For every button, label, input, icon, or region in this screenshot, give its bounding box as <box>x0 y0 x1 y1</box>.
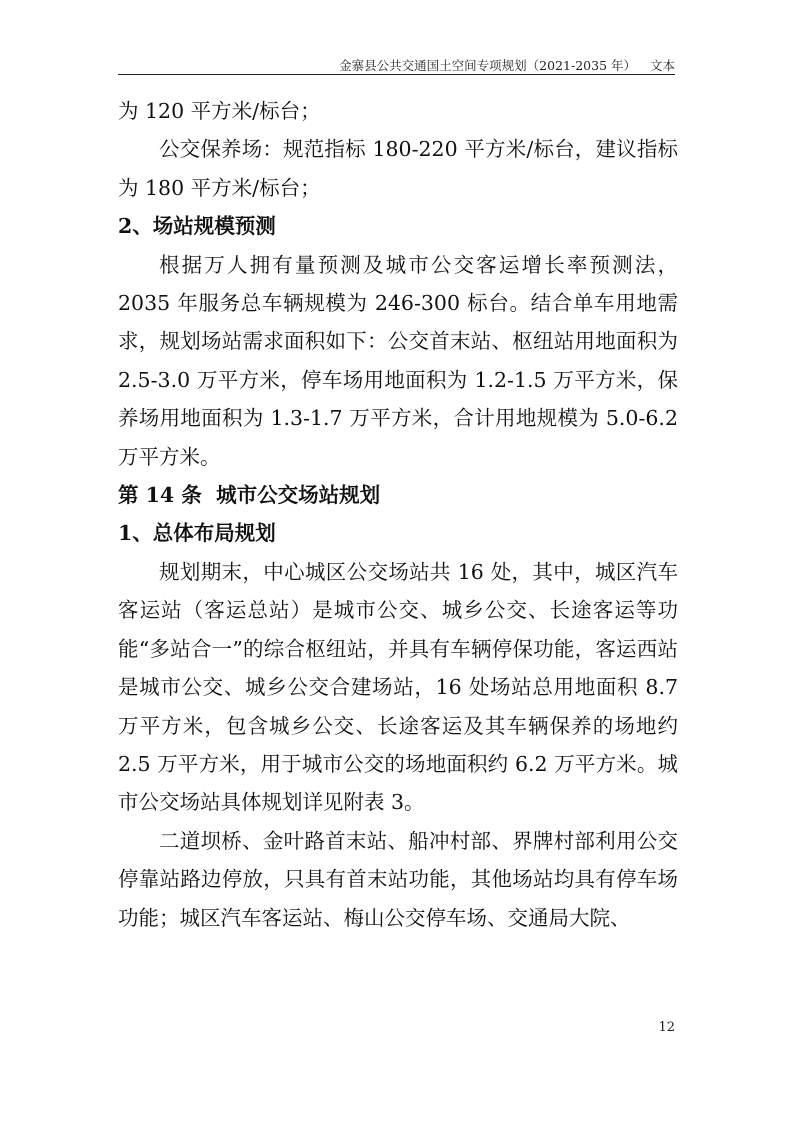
running-header <box>118 56 675 74</box>
paragraph-scale-forecast: 根据万人拥有量预测及城市公交客运增长率预测法，2035 年服务总车辆规模为 246-300 标台。结合单车用地需求，规划场站需求面积如下：公交首末站、枢纽站用地面积为 2.5-3.0 万平方米，停车场用地面积为 1.2-1.5 万平方米，保养场用地面积为 1.3-1.7 万平方米，合计用地规模为 5.0-6.2 万平方米。 <box>118 252 678 469</box>
article-heading-14: 第 14 条 城市公交场站规划 <box>118 483 381 508</box>
paragraph-overall-layout: 规划期末，中心城区公交场站共 16 处，其中，城区汽车客运站（客运总站）是城市公交、城乡公交、长途客运等功能“多站合一”的综合枢纽站，并具有车辆停保功能，客运西站是城市公交、城乡公交合建场站，16 处场站总用地面积 8.7 万平方米，包含城乡公交、长途客运及其车辆保养的场地约 2.5 万平方米，用于城市公交的场地面积约 6.2 万平方米。城市公交场站具体规划详见附表 3。 <box>118 559 678 815</box>
section-heading-overall-layout: 1、总体布局规划 <box>118 521 276 546</box>
document-title: 金寨县公共交通国土空间专项规划（2021-2035 年） <box>339 58 636 73</box>
document-section-label: 文本 <box>649 58 675 73</box>
page-number: 12 <box>658 1020 675 1035</box>
paragraph-maintenance-yard: 公交保养场：规范指标 180-220 平方米/标台，建议指标为 180 平方米/标台； <box>118 137 678 200</box>
header-divider <box>118 74 675 75</box>
paragraph-station-functions: 二道坝桥、金叶路首末站、船冲村部、界牌村部利用公交停靠站路边停放，只具有首末站功能，其他场站均具有停车场功能；城区汽车客运站、梅山公交停车场、交通局大院、 <box>118 828 678 930</box>
page-body <box>118 92 678 937</box>
paragraph-continuation: 为 120 平方米/标台； <box>118 99 321 123</box>
section-heading-scale-forecast: 2、场站规模预测 <box>118 214 276 239</box>
